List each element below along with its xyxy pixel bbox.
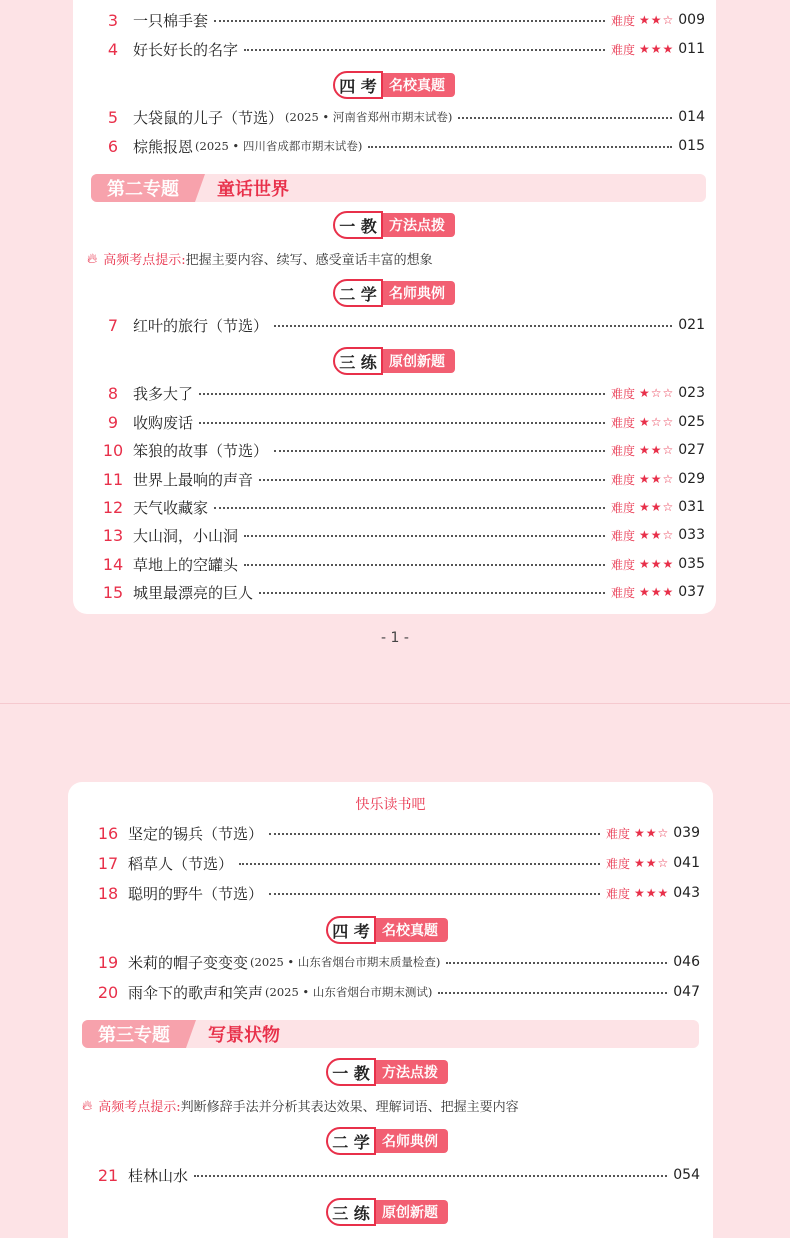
toc-row[interactable] bbox=[93, 36, 705, 62]
leader-dots bbox=[244, 564, 605, 566]
difficulty-label: 难度 bbox=[605, 856, 630, 871]
lesson-title: 坚定的锡兵（节选） bbox=[128, 824, 264, 843]
badge-kao-left: 四 考 bbox=[333, 71, 383, 99]
difficulty-stars: ★☆☆ bbox=[638, 415, 675, 429]
toc-row[interactable] bbox=[93, 579, 705, 605]
page-ref: 047 bbox=[673, 984, 700, 1000]
badge-lian-left: 三 练 bbox=[326, 1198, 376, 1226]
toc-row[interactable] bbox=[93, 494, 705, 520]
page-ref: 041 bbox=[673, 855, 700, 871]
lesson-title: 桂林山水 bbox=[128, 1166, 189, 1185]
badge-jiao bbox=[333, 211, 455, 239]
badge-kao-left: 四 考 bbox=[326, 916, 376, 944]
lesson-title: 好长好长的名字 bbox=[133, 40, 239, 59]
lesson-number: 14 bbox=[102, 554, 124, 574]
hint-label: 高频考点提示: bbox=[98, 1100, 181, 1115]
lesson-title: 收购废话 bbox=[133, 413, 194, 432]
lesson-title: 世界上最响的声音 bbox=[133, 470, 254, 489]
page-ref: 031 bbox=[678, 499, 705, 515]
page-ref: 043 bbox=[673, 885, 700, 901]
leader-dots bbox=[368, 146, 672, 148]
difficulty-label: 难度 bbox=[605, 886, 630, 901]
lesson-number: 5 bbox=[107, 107, 119, 127]
lesson-title: 红叶的旅行（节选） bbox=[133, 316, 269, 335]
page-ref: 039 bbox=[673, 825, 700, 841]
lesson-title: 稻草人（节选） bbox=[128, 854, 234, 873]
lesson-number: 15 bbox=[102, 582, 124, 602]
badge-jiao bbox=[326, 1058, 448, 1086]
lesson-number: 6 bbox=[107, 136, 119, 156]
page-ref: 033 bbox=[678, 527, 705, 543]
leader-dots bbox=[199, 393, 605, 395]
leader-dots bbox=[446, 962, 667, 964]
badge-kao bbox=[333, 71, 455, 99]
page-ref: 009 bbox=[678, 12, 705, 28]
section-title: 写景状物 bbox=[208, 1025, 280, 1046]
toc-row[interactable] bbox=[93, 409, 705, 435]
toc-row[interactable] bbox=[88, 880, 700, 906]
leader-dots bbox=[269, 833, 600, 835]
leader-dots bbox=[199, 422, 605, 424]
lesson-title: 一只棉手套 bbox=[133, 11, 209, 30]
leader-dots bbox=[244, 535, 605, 537]
difficulty-stars: ★★☆ bbox=[633, 856, 670, 870]
lesson-title: 城里最漂亮的巨人 bbox=[133, 583, 254, 602]
toc-card-page-2 bbox=[68, 782, 713, 1238]
section-header bbox=[91, 174, 706, 202]
difficulty-label: 难度 bbox=[610, 415, 635, 430]
lesson-number: 9 bbox=[107, 412, 119, 432]
lesson-source: (2025 • 四川省成都市期末试卷) bbox=[195, 139, 363, 153]
difficulty-label: 难度 bbox=[610, 528, 635, 543]
toc-row[interactable] bbox=[93, 133, 705, 159]
lesson-number: 16 bbox=[97, 823, 119, 843]
toc-row[interactable] bbox=[88, 850, 700, 876]
lesson-number: 21 bbox=[97, 1165, 119, 1185]
difficulty-label: 难度 bbox=[610, 585, 635, 600]
toc-row[interactable] bbox=[93, 551, 705, 577]
difficulty-stars: ★★★ bbox=[633, 886, 670, 900]
lesson-number: 4 bbox=[107, 39, 119, 59]
section-title: 童话世界 bbox=[217, 179, 289, 200]
lesson-title: 雨伞下的歌声和笑声 bbox=[128, 983, 264, 1002]
leader-dots bbox=[274, 450, 605, 452]
toc-row[interactable] bbox=[88, 820, 700, 846]
section-header bbox=[82, 1020, 699, 1048]
reading-title: 快乐读书吧 bbox=[355, 797, 426, 813]
badge-lian bbox=[333, 347, 455, 375]
badge-xue-right: 名师典例 bbox=[375, 281, 455, 305]
lesson-number: 17 bbox=[97, 853, 119, 873]
page-ref: 021 bbox=[678, 317, 705, 333]
toc-row[interactable] bbox=[93, 380, 705, 406]
hint-text: 判断修辞手法并分析其表达效果、理解词语、把握主要内容 bbox=[180, 1100, 519, 1115]
badge-lian-left: 三 练 bbox=[333, 347, 383, 375]
lesson-source: (2025 • 山东省烟台市期末质量检查) bbox=[250, 955, 441, 969]
page-ref: 035 bbox=[678, 556, 705, 572]
lesson-title: 天气收藏家 bbox=[133, 498, 209, 517]
leader-dots bbox=[259, 592, 605, 594]
toc-row[interactable] bbox=[88, 1162, 700, 1188]
section-label: 第三专题 bbox=[82, 1020, 186, 1048]
difficulty-label: 难度 bbox=[610, 557, 635, 572]
lesson-number: 10 bbox=[102, 440, 124, 460]
badge-xue bbox=[326, 1127, 448, 1155]
difficulty-label: 难度 bbox=[610, 472, 635, 487]
lesson-number: 19 bbox=[97, 952, 119, 972]
toc-card-page-1 bbox=[73, 0, 716, 614]
difficulty-label: 难度 bbox=[610, 386, 635, 401]
page-ref: 025 bbox=[678, 414, 705, 430]
lesson-source: (2025 • 河南省郑州市期末试卷) bbox=[285, 110, 453, 124]
difficulty-label: 难度 bbox=[610, 443, 635, 458]
page-ref: 037 bbox=[678, 584, 705, 600]
hint-text: 把握主要内容、续写、感受童话丰富的想象 bbox=[185, 253, 433, 268]
lesson-title: 草地上的空罐头 bbox=[133, 555, 239, 574]
leader-dots bbox=[259, 479, 605, 481]
leader-dots bbox=[194, 1175, 667, 1177]
badge-xue bbox=[333, 279, 455, 307]
lesson-title: 笨狼的故事（节选） bbox=[133, 441, 269, 460]
badge-lian-right: 原创新题 bbox=[368, 1200, 448, 1224]
lesson-title: 聪明的野牛（节选） bbox=[128, 884, 264, 903]
toc-row[interactable] bbox=[93, 522, 705, 548]
lesson-number: 11 bbox=[102, 469, 124, 489]
badge-kao-right: 名校真题 bbox=[368, 918, 448, 942]
difficulty-stars: ★★★ bbox=[638, 557, 675, 571]
flame-icon: 🔥︎ bbox=[87, 250, 98, 267]
difficulty-stars: ★★☆ bbox=[638, 528, 675, 542]
lesson-number: 7 bbox=[107, 315, 119, 335]
badge-xue-left: 二 学 bbox=[333, 279, 383, 307]
badge-xue-left: 二 学 bbox=[326, 1127, 376, 1155]
lesson-number: 8 bbox=[107, 383, 119, 403]
page-ref: 029 bbox=[678, 471, 705, 487]
difficulty-stars: ★★☆ bbox=[633, 826, 670, 840]
leader-dots bbox=[214, 20, 605, 22]
flame-icon: 🔥︎ bbox=[82, 1097, 93, 1114]
hint-line bbox=[87, 249, 433, 268]
badge-kao-right: 名校真题 bbox=[375, 73, 455, 97]
difficulty-stars: ★★★ bbox=[638, 585, 675, 599]
difficulty-stars: ★★☆ bbox=[638, 443, 675, 457]
badge-kao bbox=[326, 916, 448, 944]
difficulty-label: 难度 bbox=[610, 13, 635, 28]
toc-row[interactable] bbox=[93, 104, 705, 130]
lesson-number: 13 bbox=[102, 525, 124, 545]
hint-label: 高频考点提示: bbox=[103, 253, 186, 268]
badge-xue-right: 名师典例 bbox=[368, 1129, 448, 1153]
lesson-title: 大袋鼠的儿子（节选） bbox=[133, 108, 284, 127]
toc-row[interactable] bbox=[88, 949, 700, 975]
leader-dots bbox=[214, 507, 605, 509]
badge-jiao-right: 方法点拨 bbox=[368, 1060, 448, 1084]
badge-lian-right: 原创新题 bbox=[375, 349, 455, 373]
section-label: 第二专题 bbox=[91, 174, 195, 202]
toc-row[interactable] bbox=[93, 437, 705, 463]
difficulty-label: 难度 bbox=[610, 500, 635, 515]
leader-dots bbox=[269, 893, 600, 895]
badge-jiao-left: 一 教 bbox=[333, 211, 383, 239]
toc-row[interactable] bbox=[93, 7, 705, 33]
badge-jiao-right: 方法点拨 bbox=[375, 213, 455, 237]
badge-jiao-left: 一 教 bbox=[326, 1058, 376, 1086]
lesson-number: 12 bbox=[102, 497, 124, 517]
lesson-source: (2025 • 山东省烟台市期末测试) bbox=[265, 985, 433, 999]
lesson-number: 18 bbox=[97, 883, 119, 903]
hint-line bbox=[82, 1096, 519, 1115]
lesson-title: 米莉的帽子变变变 bbox=[128, 953, 249, 972]
lesson-number: 3 bbox=[107, 10, 119, 30]
lesson-title: 大山洞，小山洞 bbox=[133, 526, 239, 545]
page-ref: 023 bbox=[678, 385, 705, 401]
toc-row[interactable] bbox=[93, 466, 705, 492]
page-ref: 054 bbox=[673, 1167, 700, 1183]
page-ref: 015 bbox=[678, 138, 705, 154]
difficulty-stars: ★★★ bbox=[638, 42, 675, 56]
lesson-title: 我多大了 bbox=[133, 384, 194, 403]
leader-dots bbox=[274, 325, 672, 327]
lesson-title: 棕熊报恩 bbox=[133, 137, 194, 156]
toc-row[interactable] bbox=[88, 979, 700, 1005]
page-ref: 014 bbox=[678, 109, 705, 125]
page-number: - 1 - bbox=[381, 630, 409, 646]
difficulty-label: 难度 bbox=[605, 826, 630, 841]
leader-dots bbox=[244, 49, 605, 51]
difficulty-stars: ★☆☆ bbox=[638, 386, 675, 400]
lesson-number: 20 bbox=[97, 982, 119, 1002]
leader-dots bbox=[239, 863, 600, 865]
difficulty-label: 难度 bbox=[610, 42, 635, 57]
badge-lian bbox=[326, 1198, 448, 1226]
page-divider bbox=[0, 703, 790, 704]
page-ref: 027 bbox=[678, 442, 705, 458]
page-ref: 046 bbox=[673, 954, 700, 970]
difficulty-stars: ★★☆ bbox=[638, 500, 675, 514]
difficulty-stars: ★★☆ bbox=[638, 472, 675, 486]
leader-dots bbox=[438, 992, 667, 994]
leader-dots bbox=[458, 117, 672, 119]
toc-row[interactable] bbox=[93, 312, 705, 338]
page-ref: 011 bbox=[678, 41, 705, 57]
difficulty-stars: ★★☆ bbox=[638, 13, 675, 27]
